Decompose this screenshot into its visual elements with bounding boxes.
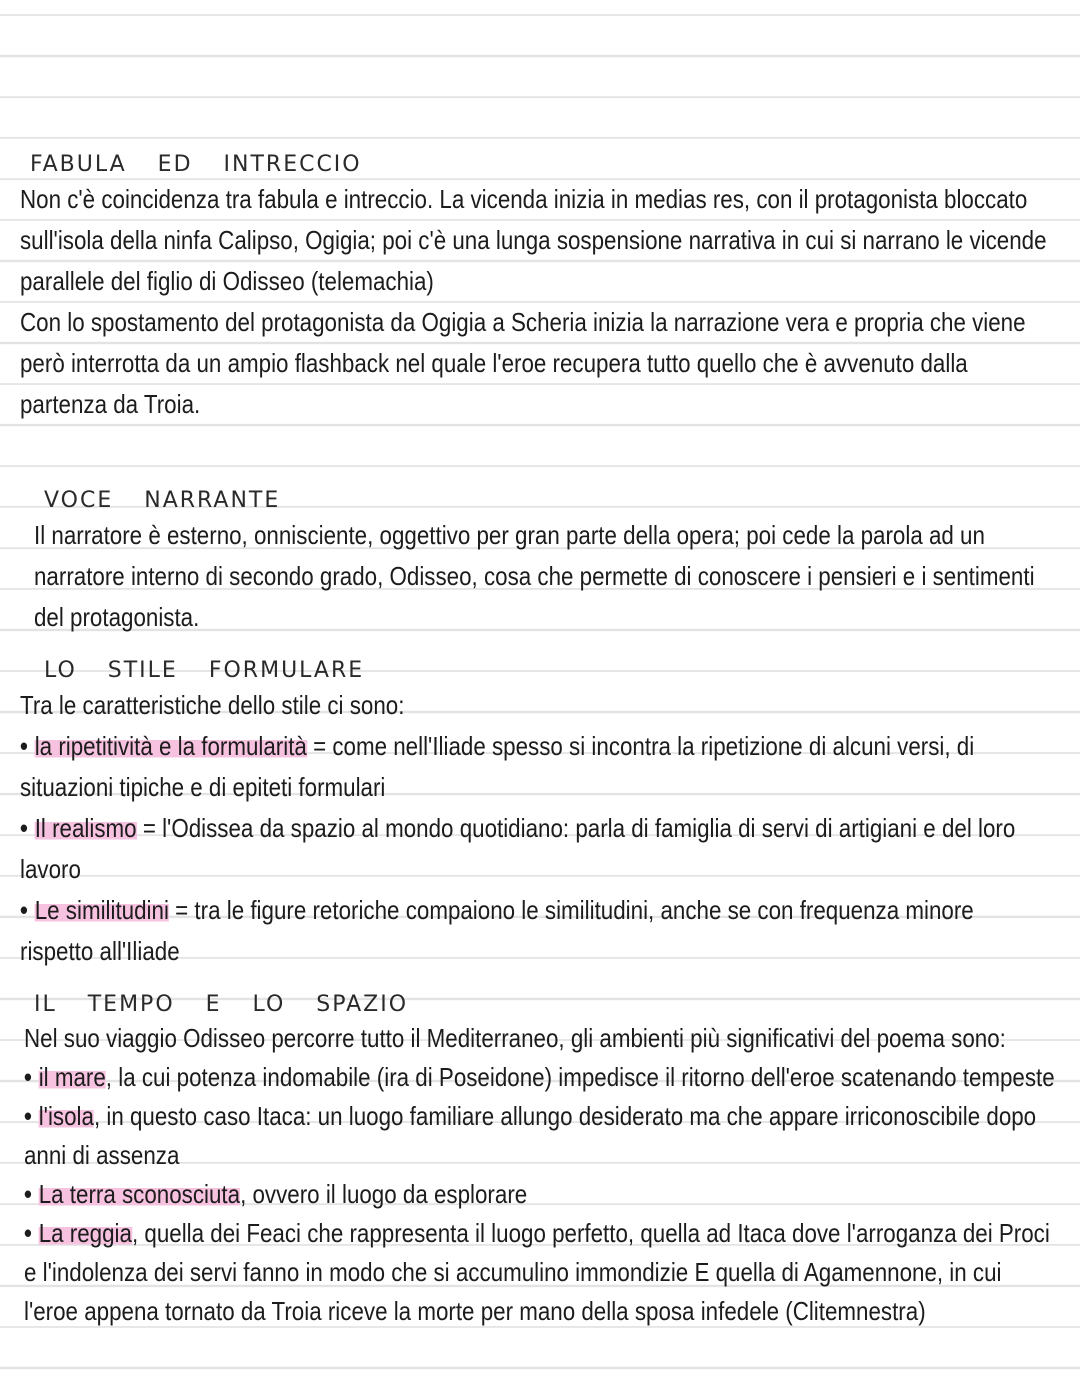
bullet-icon: • — [20, 813, 28, 843]
section-heading: LO STILE FORMULARE — [34, 656, 382, 685]
intro-text: Nel suo viaggio Odisseo percorre tutto il Mediterraneo, gli ambienti più significativi del poema sono: — [24, 1023, 1006, 1053]
bullet-text: , ovvero il luogo da esplorare — [240, 1179, 528, 1209]
bullet-term: La terra sconosciuta — [38, 1179, 241, 1209]
bullet-term: Le similitudini — [34, 895, 169, 925]
bullet-item — [24, 1214, 1056, 1331]
bullet-item — [20, 890, 1052, 972]
bullet-term: la ripetitività e la formularità — [34, 731, 307, 761]
paragraph: Non c'è coincidenza tra fabula e intreccio. La vicenda inizia in medias res, con il protagonista bloccato sull'isola della ninfa Calipso, Ogigia; poi c'è una lunga sospensione narrativa in cui si narrano le vicende parallele del figlio di Odisseo (telemachia) — [20, 184, 1047, 296]
section-heading: FABULA ED INTRECCIO — [20, 150, 380, 179]
section-body — [24, 1019, 1056, 1331]
bullet-icon: • — [20, 731, 28, 761]
bullet-icon: • — [24, 1218, 32, 1248]
bullet-icon: • — [24, 1101, 32, 1131]
section-body — [20, 685, 1052, 972]
bullet-item — [20, 726, 1052, 808]
bullet-text: , in questo caso Itaca: un luogo familiare allungo desiderato ma che appare irriconoscibile dopo anni di assenza — [24, 1101, 1037, 1170]
bullet-item — [24, 1097, 1056, 1175]
bullet-text: , quella dei Feaci che rappresenta il luogo perfetto, quella ad Itaca dove l'arroganza dei Proci e l'indolenza dei servi fanno in modo che si accumulino immondizie E quella di Agamennone, in cui l'eroe appena tornato da Troia riceve la morte per mano della sposa infedele (Clitemnestra) — [24, 1218, 1050, 1326]
bullet-item — [20, 808, 1052, 890]
section-fabula — [20, 150, 1050, 425]
bullet-text: , la cui potenza indomabile (ira di Poseidone) impedisce il ritorno dell'eroe scatenando tempeste — [105, 1062, 1055, 1092]
paragraph: Il narratore è esterno, onnisciente, oggettivo per gran parte della opera; poi cede la parola ad un narratore interno di secondo grado, Odisseo, cosa che permette di conoscere i pensieri e i sentimenti del protagonista. — [34, 520, 1035, 632]
section-body — [20, 179, 1052, 425]
paragraph: Con lo spostamento del protagonista da Ogigia a Scheria inizia la narrazione vera e propria che viene però interrotta da un ampio flashback nel quale l'eroe recupera tutto quello che è avvenuto dalla partenza da Troia. — [20, 307, 1026, 419]
section-heading: VOCE NARRANTE — [34, 486, 298, 515]
bullet-icon: • — [20, 895, 28, 925]
section-tempo-spazio — [20, 990, 1055, 1331]
section-heading: IL TEMPO E LO SPAZIO — [24, 990, 426, 1019]
bullet-text: = l'Odissea da spazio al mondo quotidiano: parla di famiglia di servi di artigiani e del loro lavoro — [20, 813, 1016, 884]
bullet-item — [24, 1175, 1056, 1214]
bullet-icon: • — [24, 1062, 32, 1092]
bullet-term: Il realismo — [34, 813, 137, 843]
bullet-icon: • — [24, 1179, 32, 1209]
bullet-term: La reggia — [38, 1218, 132, 1248]
section-voce-narrante — [34, 486, 1050, 638]
section-stile-formulare — [20, 656, 1050, 972]
bullet-term: l'isola — [38, 1101, 94, 1131]
intro-text: Tra le caratteristiche dello stile ci sono: — [20, 690, 405, 720]
bullet-text: = tra le figure retoriche compaiono le similitudini, anche se con frequenza minore rispetto all'Iliade — [20, 895, 974, 966]
bullet-term: il mare — [38, 1062, 106, 1092]
bullet-text: = come nell'Iliade spesso si incontra la ripetizione di alcuni versi, di situazioni tipiche e di epiteti formulari — [20, 731, 975, 802]
bullet-item — [24, 1058, 1056, 1097]
section-body — [34, 515, 1040, 638]
